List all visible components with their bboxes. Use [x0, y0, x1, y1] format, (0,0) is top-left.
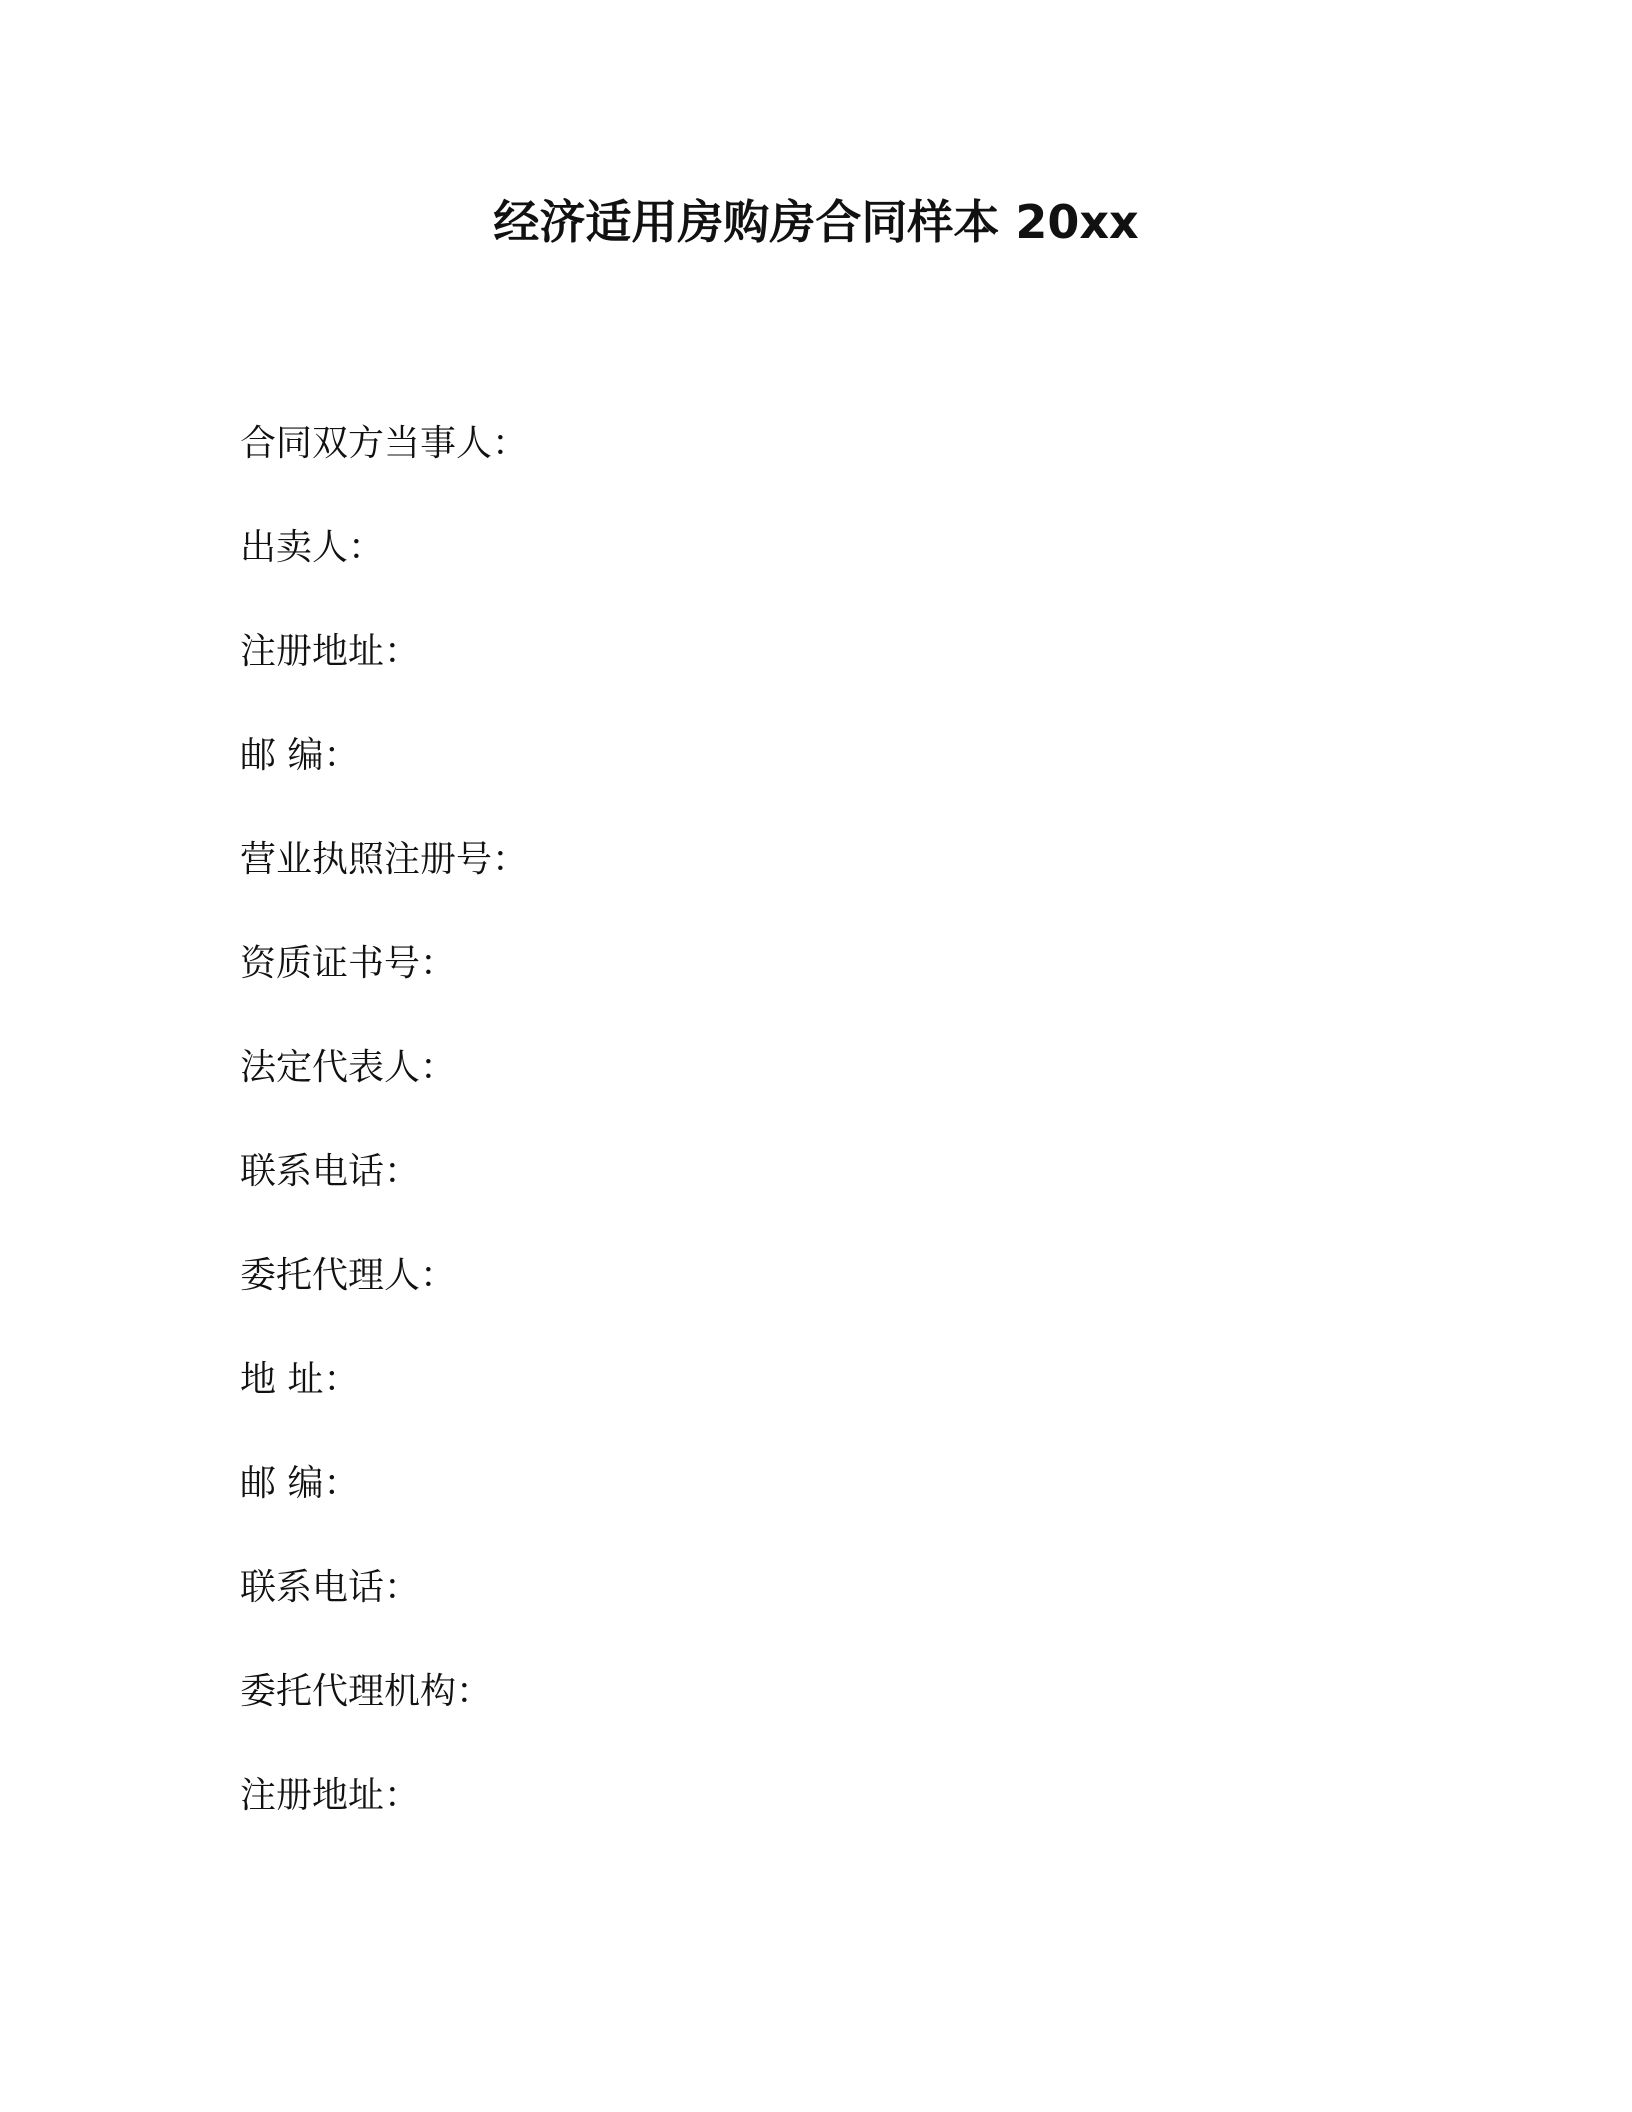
field-label-legal-representative: 法定代表人：	[240, 1047, 457, 1088]
document-title: 经济适用房购房合同样本 20xx	[493, 195, 1139, 249]
field-label-agency: 委托代理机构：	[240, 1671, 493, 1712]
field-label-agent-postcode: 邮 编：	[240, 1463, 360, 1504]
field-label-agency-registered-address: 注册地址：	[240, 1775, 421, 1816]
field-label-qualification-certificate-number: 资质证书号：	[240, 943, 457, 984]
field-label-parties: 合同双方当事人：	[240, 423, 529, 464]
field-label-seller: 出卖人：	[240, 527, 385, 568]
field-label-authorized-agent: 委托代理人：	[240, 1255, 457, 1296]
field-label-agent-phone: 联系电话：	[240, 1567, 421, 1608]
field-label-registered-address: 注册地址：	[240, 631, 421, 672]
field-label-phone: 联系电话：	[240, 1151, 421, 1192]
field-label-address: 地 址：	[240, 1359, 360, 1400]
field-label-business-license-number: 营业执照注册号：	[240, 839, 529, 880]
party-field-list	[240, 416, 1440, 1872]
field-label-postcode: 邮 编：	[240, 735, 360, 776]
